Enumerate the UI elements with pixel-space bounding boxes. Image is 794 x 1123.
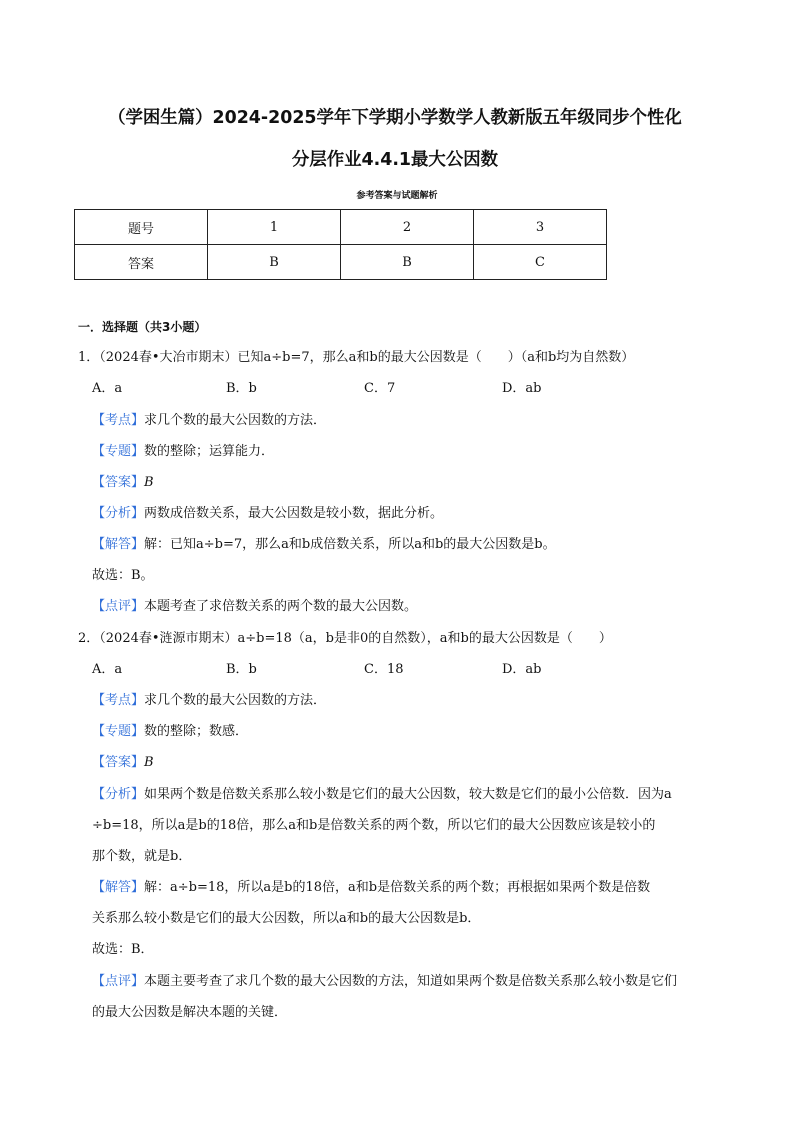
q2-dianping-text-1: 本题主要考查了求几个数的最大公因数的方法，知道如果两个数是倍数关系那么较小数是它们 (144, 974, 678, 989)
option-d: D．ab (502, 662, 542, 677)
table-cell: B (341, 245, 474, 280)
q1-kaodian (92, 412, 326, 430)
tag-kaodian: 【考点】 (92, 693, 145, 708)
question-1-stem: 1．（2024春•大冶市期末）已知a÷b=7，那么a和b的最大公因数是（ ）（a和b均为自然数） (78, 350, 635, 365)
table-cell: B (208, 245, 341, 280)
tag-zhuanti: 【专题】 (92, 444, 145, 459)
tag-dianping: 【点评】 (92, 599, 145, 614)
table-cell: 2 (341, 210, 474, 245)
table-cell: 1 (208, 210, 341, 245)
q2-daan (92, 754, 154, 772)
q2-kaodian (92, 692, 326, 710)
table-cell: 3 (474, 210, 607, 245)
tag-dianping: 【点评】 (92, 974, 145, 989)
q1-guxuan: 故选：B。 (92, 568, 154, 583)
option-b: B．b (226, 662, 257, 677)
question-1-options (92, 380, 542, 398)
table-row (75, 210, 607, 245)
table-cell: C (474, 245, 607, 280)
q2-zhuanti-text: 数的整除；数感． (144, 724, 249, 739)
q2-fenxi-2: ÷b=18，所以a是b的18倍，那么a和b是倍数关系的两个数，所以它们的最大公因数应该是较小的 (92, 818, 656, 833)
q1-fenxi (92, 505, 443, 523)
option-b: B．b (226, 381, 257, 396)
q2-fenxi-text-1: 如果两个数是倍数关系那么较小数是它们的最大公因数，较大数是它们的最小公倍数．因为a (144, 787, 672, 802)
q1-dianping (92, 598, 417, 616)
tag-fenxi: 【分析】 (92, 506, 145, 521)
q1-daan-text: B (144, 475, 154, 490)
tag-jieda: 【解答】 (92, 880, 145, 895)
option-d: D．ab (502, 381, 542, 396)
q2-daan-text: B (144, 755, 154, 770)
option-a: A．a (92, 662, 123, 677)
q2-fenxi-3: 那个数，就是b． (92, 849, 192, 864)
q2-jieda-text-1: 解：a÷b=18，所以a是b的18倍，a和b是倍数关系的两个数；再根据如果两个数是倍数 (144, 880, 651, 895)
option-a: A．a (92, 381, 123, 396)
q1-kaodian-text: 求几个数的最大公因数的方法． (144, 413, 327, 428)
tag-kaodian: 【考点】 (92, 413, 145, 428)
q2-fenxi-1 (92, 786, 672, 804)
tag-fenxi: 【分析】 (92, 787, 145, 802)
q2-dianping-2: 的最大公因数是解决本题的关键． (92, 1005, 288, 1020)
answer-table (74, 209, 607, 280)
section-heading: 一．选择题（共3小题） (78, 320, 207, 334)
q2-jieda-2: 关系那么较小数是它们的最大公因数，所以a和b的最大公因数是b． (92, 911, 481, 926)
q1-jieda-text: 解：已知a÷b=7，那么a和b成倍数关系，所以a和b的最大公因数是b。 (144, 537, 556, 552)
table-row (75, 245, 607, 280)
q1-fenxi-text: 两数成倍数关系，最大公因数是较小数，据此分析。 (144, 506, 444, 521)
q2-zhuanti (92, 723, 248, 741)
tag-daan: 【答案】 (92, 755, 145, 770)
q1-daan (92, 474, 154, 492)
q2-guxuan: 故选：B． (92, 942, 154, 957)
document-subtitle: 参考答案与试题解析 (356, 191, 438, 201)
question-2-stem: 2．（2024春•涟源市期末）a÷b=18（a，b是非0的自然数），a和b的最大公因数是（ ） (78, 631, 612, 646)
option-c: C．7 (364, 381, 396, 396)
table-cell: 答案 (75, 245, 208, 280)
q1-zhuanti-text: 数的整除；运算能力． (144, 444, 275, 459)
tag-zhuanti: 【专题】 (92, 724, 145, 739)
tag-jieda: 【解答】 (92, 537, 145, 552)
document-title-line-2: 分层作业4.4.1最大公因数 (291, 150, 499, 170)
document-title-line-1: （学困生篇）2024-2025学年下学期小学数学人教新版五年级同步个性化 (108, 108, 682, 128)
q1-dianping-text: 本题考查了求倍数关系的两个数的最大公因数。 (144, 599, 418, 614)
table-cell: 题号 (75, 210, 208, 245)
option-c: C．18 (364, 662, 404, 677)
q1-jieda (92, 536, 556, 554)
q2-kaodian-text: 求几个数的最大公因数的方法． (144, 693, 327, 708)
tag-daan: 【答案】 (92, 475, 145, 490)
q2-dianping-1 (92, 973, 677, 991)
question-2-options (92, 661, 542, 679)
q2-jieda-1 (92, 879, 650, 897)
q1-zhuanti (92, 443, 274, 461)
